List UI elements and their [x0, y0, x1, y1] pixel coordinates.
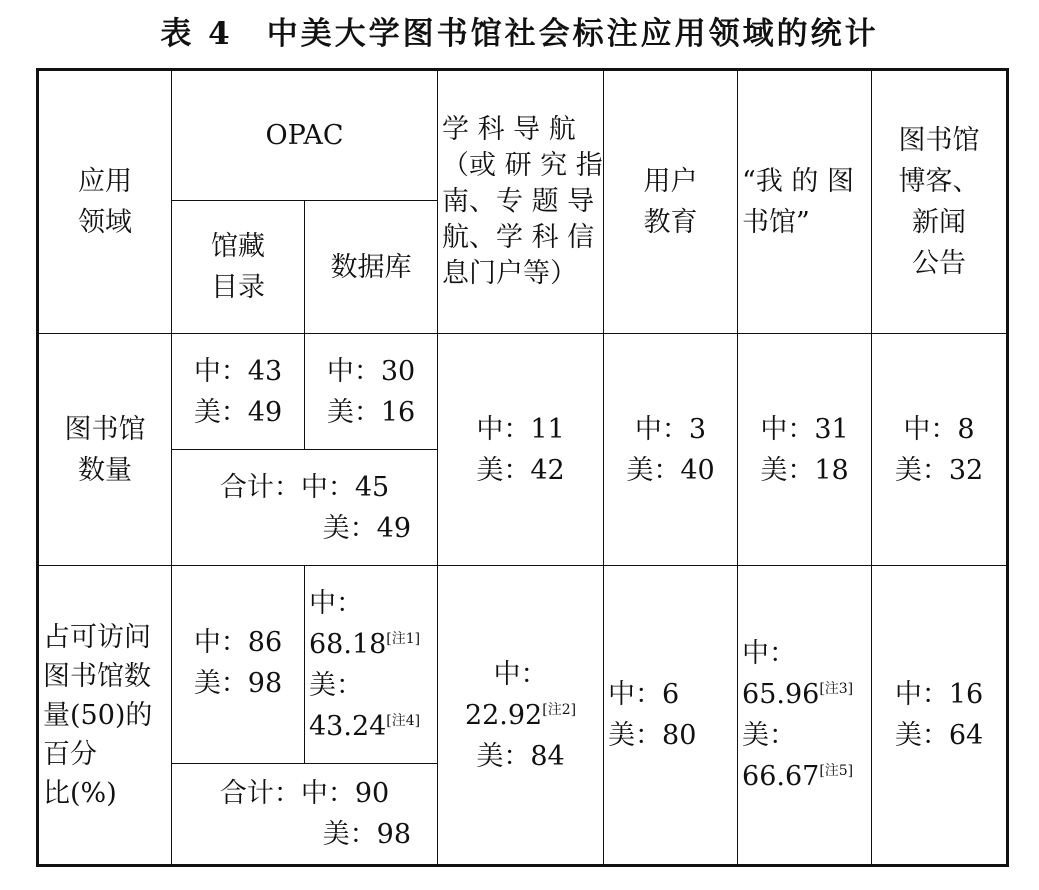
percent-catalog: 中：86 美：98 [172, 566, 305, 764]
count-blog-news: 中：8 美：32 [872, 334, 1008, 566]
percent-my-library: 中： 65.96[注3] 美： 66.67[注5] [738, 566, 872, 866]
percent-subject-nav: 中： 22.92[注2] 美：84 [438, 566, 604, 866]
stats-table [36, 68, 1009, 867]
count-catalog: 中：43 美：49 [172, 334, 305, 450]
header-subject-nav: 学 科 导 航 （或 研 究 指 南、专 题 导 航、学 科 信 息门户等） [438, 70, 604, 334]
footnote-5: [注5] [819, 763, 854, 779]
percent-database: 中： 68.18[注1] 美： 43.24[注4] [305, 566, 438, 764]
count-database: 中：30 美：16 [305, 334, 438, 450]
footnote-4: [注4] [386, 712, 421, 729]
table-caption: 中美大学图书馆社会标注应用领域的统计 [266, 16, 879, 52]
header-field: 应用 领域 [38, 70, 172, 334]
header-my-library: “我 的 图 书馆” [738, 70, 872, 334]
header-user-education: 用户 教育 [604, 70, 738, 334]
footnote-1: [注1] [386, 630, 421, 647]
table-title [0, 8, 1039, 53]
percent-blog-news: 中：16 美：64 [872, 566, 1008, 866]
footnote-3: [注3] [819, 681, 854, 697]
header-opac: OPAC [172, 70, 438, 201]
percent-opac-total: 合计：中：90 美：98 [172, 764, 438, 866]
count-subject-nav: 中：11 美：42 [438, 334, 604, 566]
header-opac-database: 数据库 [305, 201, 438, 334]
header-opac-catalog: 馆藏 目录 [172, 201, 305, 334]
table-number: 表 4 [160, 16, 233, 52]
count-opac-total: 合计：中：45 美：49 [172, 450, 438, 566]
percent-user-education: 中：6 美：80 [604, 566, 738, 866]
count-my-library: 中：31 美：18 [738, 334, 872, 566]
row-label-count: 图书馆 数量 [38, 334, 172, 566]
header-blog-news: 图书馆 博客、 新闻 公告 [872, 70, 1008, 334]
count-user-education: 中：3 美：40 [604, 334, 738, 566]
footnote-2: [注2] [542, 701, 577, 718]
row-label-percent: 占可访问 图书馆数 量(50)的 百分 比(%) [38, 566, 172, 866]
